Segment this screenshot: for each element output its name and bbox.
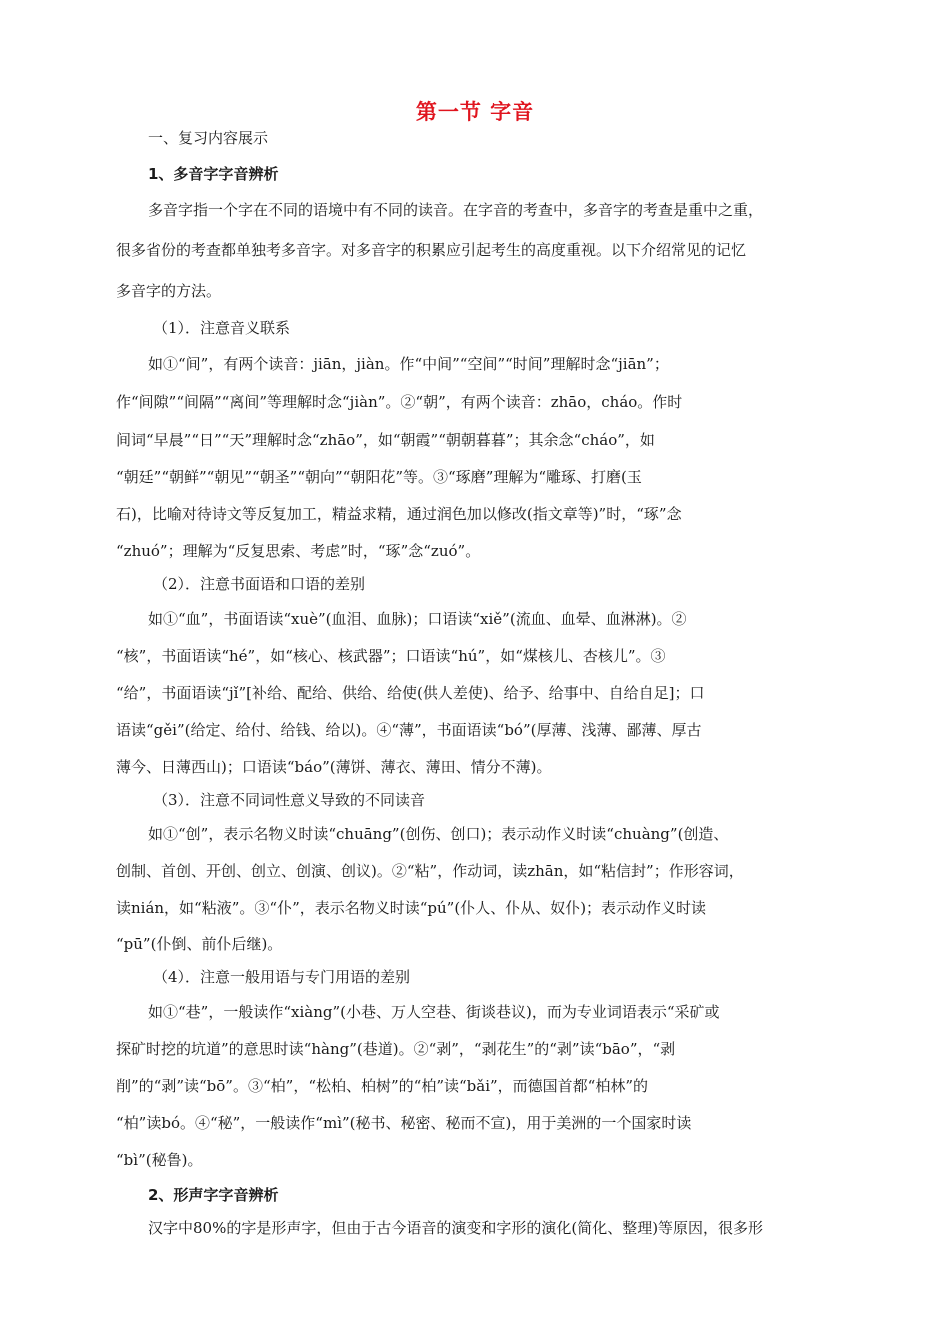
point-heading: （3）．注意不同词性意义导致的不同读音 (153, 791, 426, 809)
paragraph-line: 如①“创”，表示名物义时读“chuāng”(创伤、创口)；表示动作义时读“chuàng”(创造、 (148, 825, 729, 843)
paragraph-line: 石)，比喻对待诗文等反复加工，精益求精，通过润色加以修改(指文章等)”时，“琢”念 (116, 505, 682, 523)
section-heading: 一、复习内容展示 (148, 129, 269, 147)
point-heading: （4）．注意一般用语与专门用语的差别 (153, 968, 411, 986)
paragraph-line: 作“间隙”“间隔”“离间”等理解时念“jiàn”。②“朝”，有两个读音：zhāo，cháo。作时 (116, 393, 683, 411)
paragraph-line: “pū”(仆倒、前仆后继)。 (116, 935, 283, 953)
paragraph-line: 汉字中80%的字是形声字，但由于古今语音的演变和字形的演化(简化、整理)等原因，很多形 (148, 1219, 764, 1237)
paragraph-line: “zhuó”；理解为“反复思索、考虑”时，“琢”念“zuó”。 (116, 542, 481, 560)
subsection-heading: 1、多音字字音辨析 (148, 165, 279, 183)
paragraph-line: 多音字的方法。 (116, 282, 222, 300)
paragraph-line: 探矿时挖的坑道”的意思时读“hàng”(巷道)。②“剥”，“剥花生”的“剥”读“bāo”，“剥 (116, 1040, 676, 1058)
point-heading: （2）．注意书面语和口语的差别 (153, 575, 366, 593)
paragraph-line: 削”的“剥”读“bō”。③“柏”，“松柏、柏树”的“柏”读“bǎi”，而德国首都“柏林”的 (116, 1077, 649, 1095)
paragraph-line: 如①“间”，有两个读音：jiān，jiàn。作“中间”“空间”“时间”理解时念“jiān”； (148, 355, 669, 373)
paragraph-line: “柏”读bó。④“秘”，一般读作“mì”(秘书、秘密、秘而不宣)，用于美洲的一个国家时读 (116, 1114, 692, 1132)
paragraph-line: “核”，书面语读“hé”，如“核心、核武器”；口语读“hú”，如“煤核儿、杏核儿”。③ (116, 647, 666, 665)
paragraph-line: 如①“血”，书面语读“xuè”(血泪、血脉)；口语读“xiě”(流血、血晕、血淋淋)。② (148, 610, 687, 628)
paragraph-line: “bì”(秘鲁)。 (116, 1151, 203, 1169)
paragraph-line: 薄今、日薄西山)；口语读“báo”(薄饼、薄衣、薄田、情分不薄)。 (116, 758, 552, 776)
paragraph-line: 读nián，如“粘液”。③“仆”，表示名物义时读“pú”(仆人、仆从、奴仆)；表示动作义时读 (116, 899, 707, 917)
paragraph-line: “朝廷”“朝鲜”“朝见”“朝圣”“朝向”“朝阳花”等。③“琢磨”理解为“雕琢、打磨(玉 (116, 468, 642, 486)
paragraph-line: 创制、首创、开创、创立、创演、创议)。②“粘”，作动词，读zhān，如“粘信封”；作形容词， (116, 862, 744, 880)
subsection-heading: 2、形声字字音辨析 (148, 1186, 279, 1204)
paragraph-line: 间词“早晨”“日”“天”理解时念“zhāo”，如“朝霞”“朝朝暮暮”；其余念“cháo”，如 (116, 431, 655, 449)
paragraph-line: 如①“巷”，一般读作“xiàng”(小巷、万人空巷、街谈巷议)，而为专业词语表示“采矿或 (148, 1003, 720, 1021)
paragraph-line: 很多省份的考查都单独考多音字。对多音字的积累应引起考生的高度重视。以下介绍常见的记忆 (116, 241, 747, 259)
paragraph-line: 多音字指一个字在不同的语境中有不同的读音。在字音的考查中，多音字的考查是重中之重， (148, 201, 764, 219)
point-heading: （1）．注意音义联系 (153, 319, 291, 337)
page-title: 第一节 字音 (415, 100, 535, 124)
paragraph-line: “给”，书面语读“jǐ”[补给、配给、供给、给使(供人差使)、给予、给事中、自给自足]；口 (116, 684, 705, 702)
paragraph-line: 语读“gěi”(给定、给付、给钱、给以)。④“薄”，书面语读“bó”(厚薄、浅薄、鄙薄、厚古 (116, 721, 702, 739)
